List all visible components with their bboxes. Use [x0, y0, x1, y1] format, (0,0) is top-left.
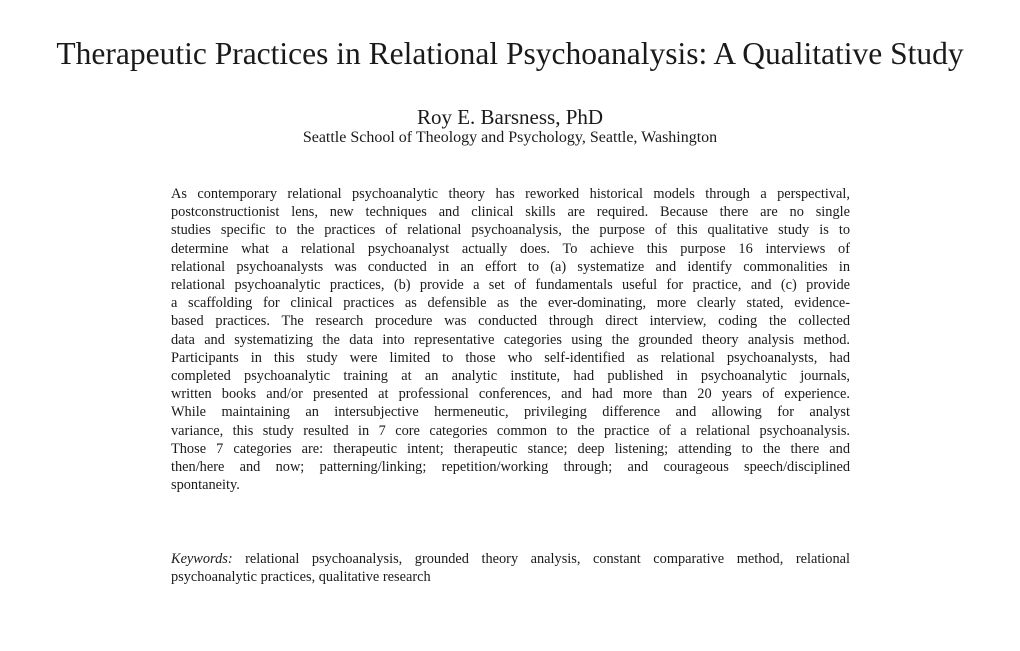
- abstract-line: completed psychoanalytic training at an analytic institute, had published in psychoanalytic journals,: [171, 368, 850, 385]
- abstract-line: Those 7 categories are: therapeutic intent; therapeutic stance; deep listening; attending to the there and: [171, 440, 850, 457]
- abstract: [171, 185, 850, 494]
- abstract-line: relational psychoanalytic practices, (b) provide a set of fundamentals useful for practice, and (c) provide: [171, 277, 850, 294]
- abstract-line: As contemporary relational psychoanalytic theory has reworked historical models through a perspectival,: [171, 186, 850, 202]
- abstract-line: studies specific to the practices of relational psychoanalysis, the purpose of this qualitative study is to: [171, 222, 850, 239]
- abstract-line: determine what a relational psychoanalyst actually does. To achieve this purpose 16 interviews of: [171, 240, 850, 257]
- abstract-line: based practices. The research procedure was conducted through direct interview, coding the collected: [171, 313, 850, 330]
- paper-title: Therapeutic Practices in Relational Psychoanalysis: A Qualitative Study: [56, 36, 964, 71]
- abstract-line: postconstructionist lens, new techniques and clinical skills are required. Because there are no single: [171, 204, 850, 221]
- author-name: Roy E. Barsness, PhD: [416, 105, 604, 129]
- abstract-line: data and systematizing the data into representative categories using the grounded theory analysis method.: [171, 331, 850, 348]
- author-affiliation: Seattle School of Theology and Psychology, Seattle, Washington: [302, 129, 718, 146]
- abstract-line: While maintaining an intersubjective hermeneutic, privileging difference and allowing for analyst: [171, 404, 850, 421]
- abstract-line: then/here and now; patterning/linking; repetition/working through; and courageous speech/disciplined: [171, 459, 850, 476]
- abstract-line: a scaffolding for clinical practices as defensible as the ever-dominating, more clearly stated, evidence-: [171, 295, 850, 312]
- keywords: [171, 550, 850, 586]
- abstract-line: variance, this study resulted in 7 core categories common to the practice of a relational psychoanalysis.: [171, 422, 850, 439]
- abstract-line: Participants in this study were limited to those who self-identified as relational psychoanalysts, had: [171, 349, 850, 366]
- keywords-text-1: relational psychoanalysis, grounded theory analysis, constant comparative method, relational: [232, 551, 850, 567]
- abstract-line: relational psychoanalysts was conducted in an effort to (a) systematize and identify commonalities in: [171, 258, 850, 275]
- keywords-text-2: psychoanalytic practices, qualitative research: [171, 569, 431, 586]
- keywords-label: Keywords:: [171, 551, 233, 567]
- keywords-line: [171, 550, 850, 568]
- abstract-line: spontaneity.: [171, 477, 240, 494]
- abstract-line: written books and/or presented at professional conferences, and had more than 20 years of experience.: [171, 386, 850, 403]
